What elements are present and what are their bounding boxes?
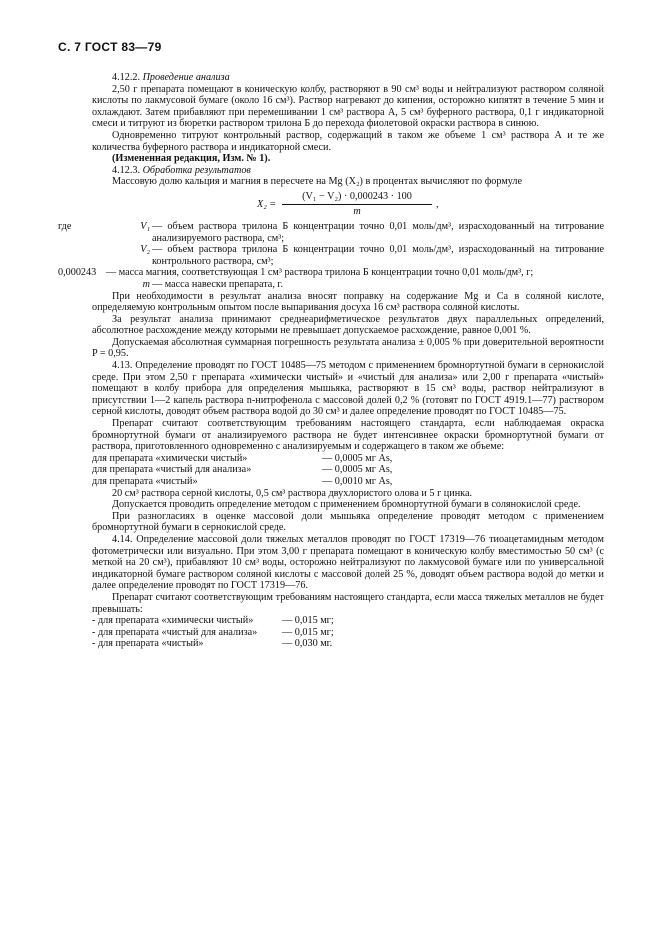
definition-text: — масса магния, соответствующая 1 см³ раствора трилона Б концентрации точно 0,01 моль/дм³, г; (106, 267, 534, 279)
section-title: Проведение анализа (142, 72, 230, 83)
section-title: Обработка результатов (142, 164, 251, 176)
section-number: 4.12.2. (112, 72, 141, 83)
definition-key: V₁ (140, 220, 150, 232)
document-body (58, 72, 604, 650)
list-item (92, 627, 604, 639)
list-item (92, 476, 604, 488)
list-item (92, 453, 604, 465)
formula-fraction (282, 191, 432, 217)
list-item-label: для препарата «чистый» (92, 476, 198, 487)
list-item-label: для препарата «химически чистый» (92, 452, 248, 464)
list-item-label: - для препарата «чистый для анализа» (92, 626, 258, 638)
paragraph: Допускается проводить определение методом с применением бромнортутной бумаги в солянокислой среде. (112, 499, 581, 511)
definition-row (58, 267, 604, 279)
paragraph: Препарат считают соответствующим требованиям настоящего стандарта, если масса тяжелых металлов не будет превышать: (92, 591, 604, 615)
list-item-value: — 0,030 мг. (282, 638, 333, 650)
where-label: где (58, 220, 72, 232)
definition-row (58, 279, 604, 291)
arsenic-list (92, 453, 604, 488)
section-number: 4.12.3. (112, 164, 141, 176)
paragraph: Массовую долю кальция и магния в пересчете на Mg (X₂) в процентах вычисляют по формуле (112, 176, 523, 188)
definition-key: V₂ (140, 244, 150, 256)
section-4-12-3-heading (92, 165, 604, 177)
definition-row (58, 221, 604, 244)
formula-lhs: X₂ = (257, 198, 277, 210)
formula (92, 191, 604, 217)
heavy-metals-list (92, 615, 604, 650)
list-item (92, 638, 604, 650)
formula-comma: , (436, 198, 439, 210)
paragraph: 20 см³ раствора серной кислоты, 0,5 см³ раствора двухлористого олова и 5 г цинка. (112, 487, 473, 499)
paragraph: Одновременно титруют контрольный раствор, содержащий в таком же объеме 1 см³ раствора А и те же количества буферного раствора и индикаторной смеси. (92, 129, 604, 153)
definition-text: — объем раствора трилона Б концентрации точно 0,01 моль/дм³, израсходованный на титрование контрольного раствора, см³; (152, 244, 604, 267)
list-item (92, 615, 604, 627)
definition-text: — масса навески препарата, г. (152, 278, 283, 290)
section-4-12-2-heading (92, 72, 604, 84)
definition-key: m (142, 278, 150, 290)
page-header: С. 7 ГОСТ 83—79 (58, 40, 162, 54)
list-item-value: — 0,015 мг; (282, 626, 334, 638)
formula-denominator: m (353, 205, 361, 217)
definition-row (58, 244, 604, 267)
definition-text: — объем раствора трилона Б концентрации точно 0,01 моль/дм³, израсходованный на титрование анализируемого раствора, см³; (152, 220, 604, 244)
list-item-label: для препарата «чистый для анализа» (92, 464, 252, 476)
list-item-label: - для препарата «чистый» (92, 638, 204, 650)
formula-numerator: (V₁ − V₂) · 0,000243 · 100 (282, 191, 432, 205)
list-item-value: — 0,015 мг; (282, 615, 334, 627)
definitions (0, 221, 604, 291)
list-item-label: - для препарата «химически чистый» (92, 615, 254, 627)
list-item (92, 464, 604, 476)
list-item-value: — 0,0005 мг As, (322, 452, 393, 464)
definition-key: 0,000243 (58, 267, 97, 279)
paragraph: При необходимости в результат анализа вносят поправку на содержание Mg и Ca в соляной кислоте, определяемую контрольным опытом после выпаривания досуха 16 см³ раствора соляной кислоты. (92, 290, 604, 314)
paragraph: 2,50 г препарата помещают в коническую колбу, растворяют в 90 см³ воды и нейтрализуют раствором соляной кислоты по лакмусовой бумаге (около 16 см³). Раствор нагревают до кипения, осторожно кипятят в течение 5 мин и охлаждают. Затем прибавляют при перемешивании 1 см³ раствора А, 5 см³ буферного раствора, 0,1 г индикаторной смеси и титруют из бюретки раствором трилона Б до перехода фиолетовой окраски раствора в синюю. (92, 83, 604, 130)
paragraph: Препарат считают соответствующим требованиям настоящего стандарта, если наблюдаемая окраска бромнортутной бумаги от анализируемого раствора не будет интенсивнее окраски бромнортутной бумаги от раствора, приготовленного одновременно с анализируемым и содержащего в таком же объеме: (92, 418, 604, 453)
paragraph: Допускаемая абсолютная суммарная погрешность результата анализа ± 0,005 % при доверительной вероятности P = 0,95. (92, 336, 604, 360)
paragraph: 4.14. Определение массовой доли тяжелых металлов проводят по ГОСТ 17319—76 тиоацетамидным методом фотометрически или визуально. При этом 3,00 г препарата помещают в коническую колбу вместимостью 50 см³ (с меткой на 20 см³), прибавляют 10 см³ воды, осторожно нейтрализуют по лакмусовой бумаге или по универсальной индикаторной бумаге раствором соляной кислоты с массовой долей 25 %, доводят объем раствора водой до метки и далее определение проводят по ГОСТ 17319—76. (92, 533, 604, 592)
amendment-note: (Измененная редакция, Изм. № 1). (112, 153, 271, 165)
list-item-value: — 0,0005 мг As, (322, 464, 393, 476)
paragraph: При разногласиях в оценке массовой доли мышьяка определение проводят методом с применением бромнортутной бумаги в сернокислой среде. (92, 510, 604, 534)
list-item-value: — 0,0010 мг As, (322, 476, 393, 487)
paragraph: 4.13. Определение проводят по ГОСТ 10485—75 методом с применением бромнортутной бумаги в сернокислой среде. При этом 2,50 г препарата «химически чистый» и «чистый для анализа» или 2,00 г препарата «чистый» помещают в колбу прибора для определения мышьяка, растворяют в 15 см³ воды, раствор нейтрализуют в присутствии 1—2 капель раствора n-нитрофенола с массовой долей 0,2 % (готовят по ГОСТ 4919.1—77) раствором серной кислоты, доводят объем раствора водой до 30 см³ и далее определение проводят по ГОСТ 10485—75. (92, 360, 604, 418)
paragraph: За результат анализа принимают среднеарифметическое результатов двух параллельных определений, абсолютное расхождение между которыми не превышает допускаемое расхождение, равное 0,001 %. (92, 313, 604, 337)
